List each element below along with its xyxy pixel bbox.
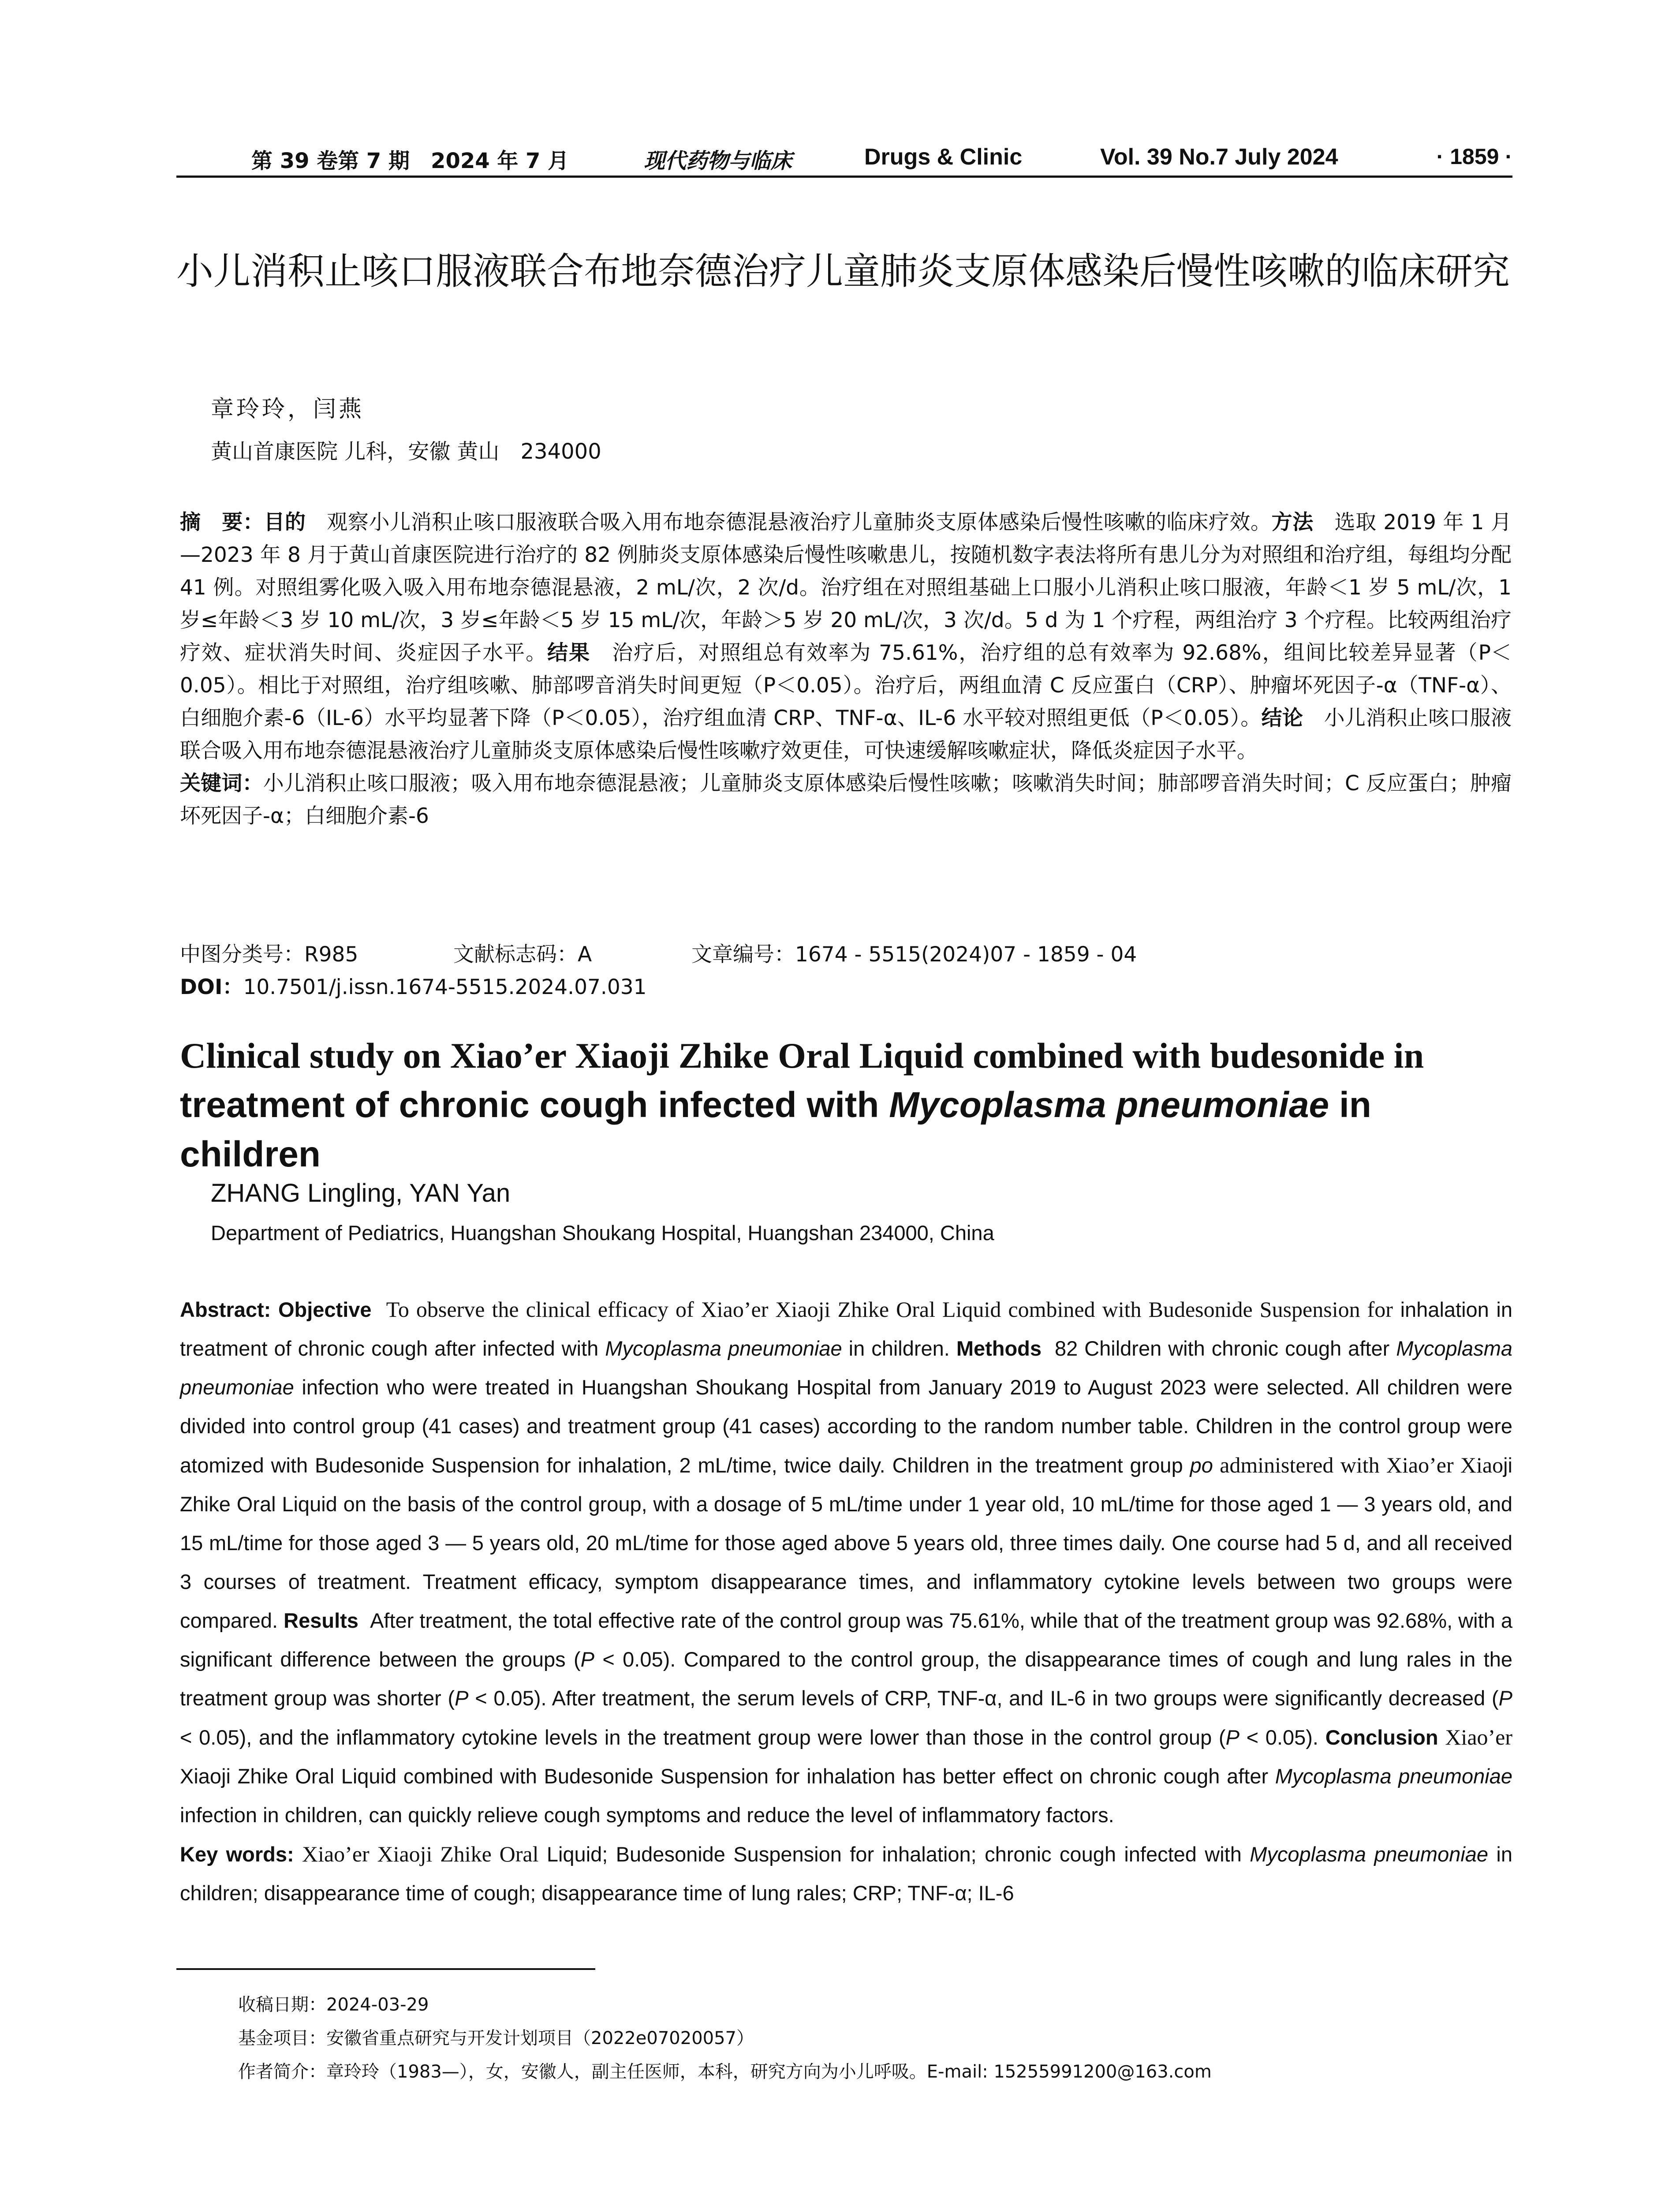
doi-value[interactable]: 10.7501/j.issn.1674-5515.2024.07.031	[243, 975, 647, 999]
en-methods-text: 82 Children with chronic cough after Mycoplasma pneumoniae infection who were treated in Huangshan Shoukang Hospital from January 2019 to August 2023 were selected. All children were divided into control group (41 cases) and treatment group (41 cases) according to the random number table. Children in the control group were atomized with Budesonide Suspension for inhalation, 2 mL/time, twice daily. Children in the treatment group po administered with Xiao’er Xiaoji Zhike Oral Liquid on the basis of the control group, with a dosage of 5 mL/time under 1 year old, 10 mL/time for those aged 1 — 3 years old, and 15 mL/time for those aged 3 — 5 years old, 20 mL/time for those aged above 5 years old, three times daily. One course had 5 d, and all received 3 courses of treatment. Treatment efficacy, symptom disappearance times, and inflammatory cytokine levels between two groups were compared.	[180, 1337, 1512, 1632]
chinese-authors: 章玲玲，闫燕	[211, 396, 365, 422]
footnote-fund: 基金项目：安徽省重点研究与开发计划项目（2022e07020057）	[238, 2028, 754, 2048]
en-abstract-label: Abstract:	[180, 1298, 271, 1321]
article-id: 文章编号：1674 - 5515(2024)07 - 1859 - 04	[691, 942, 1137, 967]
english-title	[180, 1031, 1516, 1179]
english-title-line1: Clinical study on Xiao’er Xiaoji Zhike Oral Liquid combined with budesonide in	[180, 1035, 1424, 1076]
header-volume-en: Vol. 39 No.7 July 2024	[1100, 144, 1338, 170]
en-methods-label: Methods	[956, 1337, 1042, 1360]
cn-methods-label: 方法	[1271, 510, 1314, 534]
cn-objective-label: 目的	[264, 510, 306, 534]
header-journal-en: Drugs & Clinic	[864, 144, 1023, 170]
document-code: 文献标志码：A	[453, 942, 592, 967]
cn-keywords-text: 小儿消积止咳口服液；吸入用布地奈德混悬液；儿童肺炎支原体感染后慢性咳嗽；咳嗽消失时间；肺部啰音消失时间；C 反应蛋白；肿瘤坏死因子-α；白细胞介素-6	[180, 771, 1512, 828]
english-title-line2: treatment of chronic cough infected with Mycoplasma pneumoniae in children	[180, 1085, 1371, 1174]
footnote-divider	[176, 1968, 595, 1970]
cn-objective-text: 观察小儿消积止咳口服液联合吸入用布地奈德混悬液治疗儿童肺炎支原体感染后慢性咳嗽的临床疗效。	[306, 510, 1272, 534]
cn-abstract-label: 摘 要：	[180, 510, 264, 534]
en-objective-serif: To observe the clinical efficacy of Xiao’er Xiaoji Zhike Oral Liquid combined with Budesonide Suspension for	[386, 1297, 1393, 1322]
en-objective-label: Objective	[278, 1298, 372, 1321]
cn-results-text: 治疗后，对照组总有效率为 75.61%，治疗组的总有效率为 92.68%，组间比较差异显著（P＜0.05）。相比于对照组，治疗组咳嗽、肺部啰音消失时间更短（P＜0.05）。治疗后，两组血清 C 反应蛋白（CRP）、肿瘤坏死因子-α（TNF-α）、白细胞介素-6（IL-6）水平均显著下降（P＜0.05），治疗组血清 CRP、TNF-α、IL-6 水平较对照组更低（P＜0.05）。	[180, 641, 1512, 730]
cn-keywords-label: 关键词：	[180, 771, 263, 796]
footnotes	[238, 1988, 1212, 2089]
chinese-title: 小儿消积止咳口服液联合布地奈德治疗儿童肺炎支原体感染后慢性咳嗽的临床研究	[176, 250, 1510, 293]
cn-conclusion-label: 结论	[1261, 706, 1303, 730]
en-objective-text: inhalation in treatment of chronic cough after infected with Mycoplasma pneumoniae in children.	[180, 1298, 1513, 1360]
en-conclusion-text: Xiao’er Xiaoji Zhike Oral Liquid combined with Budesonide Suspension for inhalation has better effect on chronic cough after Mycoplasma pneumoniae infection in children, can quickly relieve cough symptoms and reduce the level of inflammatory factors.	[180, 1725, 1513, 1827]
en-keywords-label: Key words:	[180, 1842, 294, 1866]
en-results-text: After treatment, the total effective rate of the control group was 75.61%, while that of the treatment group was 92.68%, with a significant difference between the groups (P < 0.05). Compared to the control group, the disappearance times of cough and lung rales in the treatment group was shorter (P < 0.05). After treatment, the serum levels of CRP, TNF-α, and IL-6 in two groups were significantly decreased (P < 0.05), and the inflammatory cytokine levels in the treatment group were lower than those in the control group (P < 0.05).	[180, 1609, 1513, 1749]
cn-conclusion-text: 小儿消积止咳口服液联合吸入用布地奈德混悬液治疗儿童肺炎支原体感染后慢性咳嗽疗效更佳，可快速缓解咳嗽症状，降低炎症因子水平。	[180, 706, 1512, 763]
en-results-label: Results	[284, 1609, 358, 1632]
footnote-author-bio: 作者简介：章玲玲（1983—），女，安徽人，副主任医师，本科，研究方向为小儿呼吸。E-mail: 15255991200@163.com	[238, 2062, 1212, 2082]
doi-label: DOI：	[180, 975, 243, 999]
header-page-number: · 1859 ·	[1436, 144, 1512, 169]
running-header	[176, 140, 1512, 178]
chinese-metadata	[180, 938, 1512, 1004]
en-conclusion-label: Conclusion	[1325, 1726, 1438, 1749]
clc-number: 中图分类号：R985	[180, 942, 358, 967]
cn-methods-text: 选取 2019 年 1 月—2023 年 8 月于黄山首康医院进行治疗的 82 例肺炎支原体感染后慢性咳嗽患儿，按随机数字表法将所有患儿分为对照组和治疗组，每组均分配 41 例。对照组雾化吸入吸入用布地奈德混悬液，2 mL/次，2 次/d。治疗组在对照组基础上口服小儿消积止咳口服液，年龄＜1 岁 5 mL/次，1 岁≤年龄＜3 岁 10 mL/次，3 岁≤年龄＜5 岁 15 mL/次，年龄＞5 岁 20 mL/次，3 次/d。5 d 为 1 个疗程，两组治疗 3 个疗程。比较两组治疗疗效、症状消失时间、炎症因子水平。	[180, 510, 1512, 665]
footnote-received: 收稿日期：2024-03-29	[238, 1995, 429, 2015]
header-volume-cn: 第 39 卷第 7 期 2024 年 7 月	[251, 149, 569, 173]
english-abstract	[180, 1290, 1512, 1913]
chinese-abstract	[180, 506, 1512, 833]
english-authors: ZHANG Lingling, YAN Yan	[211, 1179, 511, 1207]
cn-results-label: 结果	[547, 641, 591, 665]
chinese-affiliation: 黄山首康医院 儿科，安徽 黄山 234000	[211, 439, 601, 464]
en-keywords-text: Xiao’er Xiaoji Zhike Oral Liquid; Budesonide Suspension for inhalation; chronic cough infected with Mycoplasma pneumoniae in children; disappearance time of cough; disappearance time of lung rales; CRP; TNF-α; IL-6	[180, 1842, 1513, 1905]
header-journal-cn: 现代药物与临床	[644, 149, 792, 173]
english-affiliation: Department of Pediatrics, Huangshan Shoukang Hospital, Huangshan 234000, China	[211, 1221, 994, 1245]
